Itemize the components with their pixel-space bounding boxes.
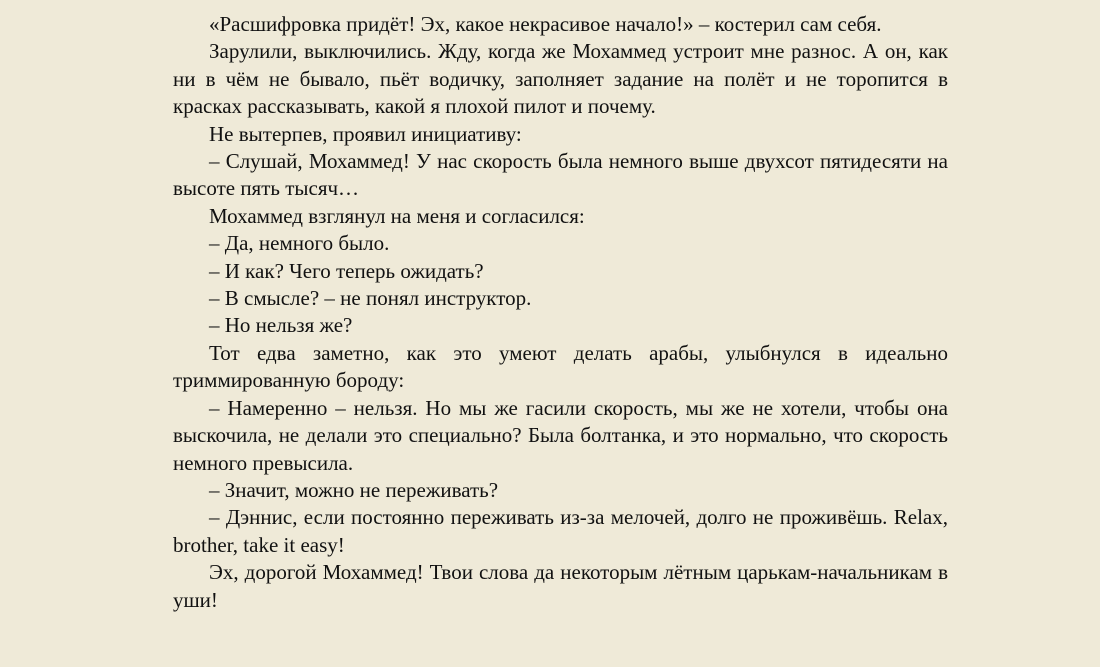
paragraph: Не вытерпев, проявил инициативу: (209, 121, 522, 146)
dialogue-line: – Да, немного было. (209, 231, 390, 256)
paragraph: «Расшифровка придёт! Эх, какое некрасивое начало!» – костерил сам себя. (209, 12, 882, 36)
dialogue-line: – Значит, можно не переживать? (209, 477, 499, 502)
dialogue-line: – Дэннис, если постоянно переживать из-за мелочей, долго не проживёшь. Relax, brother, take it easy! (173, 505, 948, 557)
dialogue-line: – И как? Чего теперь ожидать? (209, 258, 484, 283)
paragraph: Мохаммед взглянул на меня и согласился: (209, 203, 585, 228)
dialogue-line: – Слушай, Мохаммед! У нас скорость была немного выше двухсот пятидесяти на высоте пять тысяч… (173, 149, 948, 201)
paragraph: Зарулили, выключились. Жду, когда же Мохаммед устроит мне разнос. А он, как ни в чём не бывало, пьёт водичку, заполняет задание на полёт и не торопится в красках рассказывать, какой я плохой пилот и почему. (173, 39, 948, 119)
dialogue-line: – Намеренно – нельзя. Но мы же гасили скорость, мы же не хотели, чтобы она выскочила, не делали это специально? Была болтанка, и это нормально, что скорость немного превысила. (173, 395, 948, 475)
dialogue-line: – Но нельзя же? (209, 313, 353, 338)
paragraph: Эх, дорогой Мохаммед! Твои слова да некоторым лётным царькам-начальникам в уши! (173, 560, 948, 612)
dialogue-line: – В смысле? – не понял инструктор. (209, 286, 532, 311)
paragraph: Тот едва заметно, как это умеют делать арабы, улыбнулся в идеально триммированную бороду: (173, 340, 948, 393)
